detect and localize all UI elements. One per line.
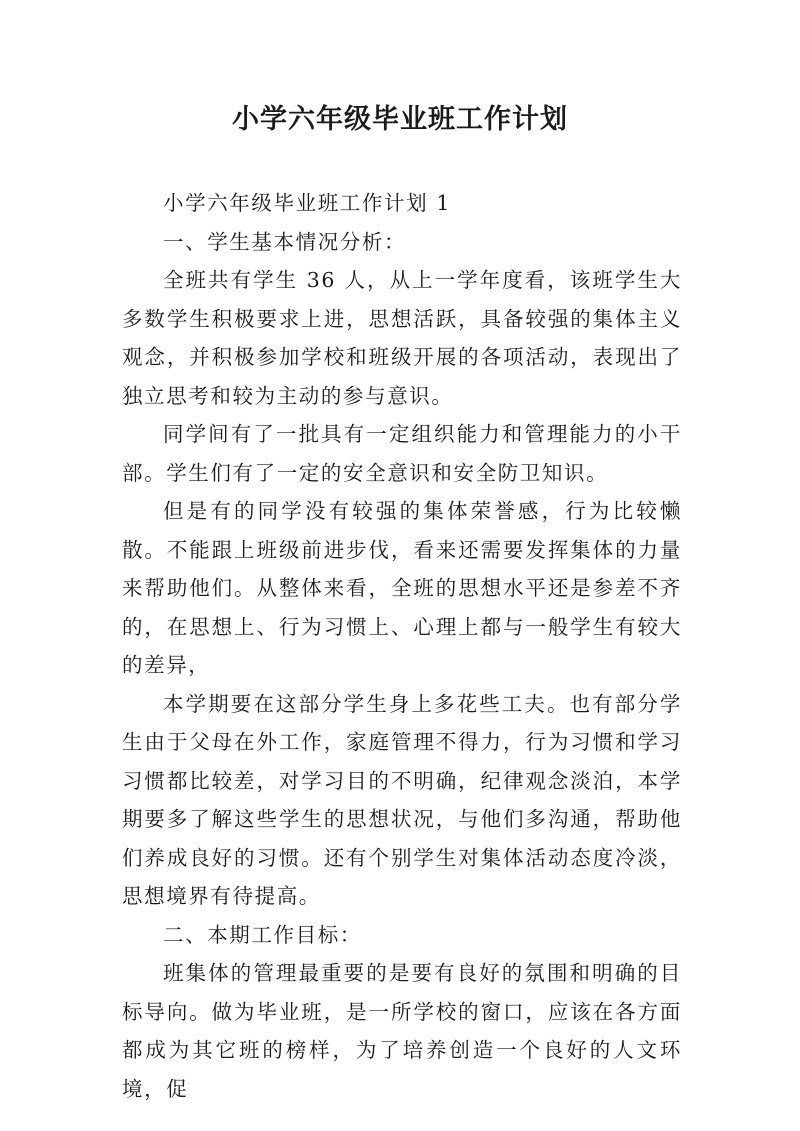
paragraph-issues: 但是有的同学没有较强的集体荣誉感，行为比较懒散。不能跟上班级前进步伐，看来还需要发挥集体的力量来帮助他们。从整体来看，全班的思想水平还是参差不齐的，在思想上、行为习惯上、心理上都与一般学生有较大的差异， (122, 499, 682, 677)
section-heading-students: 一、学生基本情况分析： (163, 229, 407, 254)
paragraph-goals: 班集体的管理最重要的是要有良好的氛围和明确的目标导向。做为毕业班，是一所学校的窗口，应该在各方面都成为其它班的榜样，为了培养创造一个良好的人文环境，促 (122, 961, 682, 1101)
document-body (122, 184, 682, 1108)
paragraph-class-overview: 全班共有学生 36 人，从上一学年度看，该班学生大多数学生积极要求上进，思想活跃，具备较强的集体主义观念，并积极参加学校和班级开展的各项活动，表现出了独立思考和较为主动的参与意识。 (122, 268, 682, 408)
paragraph-this-term: 本学期要在这部分学生身上多花些工夫。也有部分学生由于父母在外工作，家庭管理不得力，行为习惯和学习习惯都比较差，对学习目的不明确，纪律观念淡泊，本学期要多了解这些学生的思想状况，与他们多沟通，帮助他们养成良好的习惯。还有个别学生对集体活动态度冷淡，思想境界有待提高。 (122, 691, 682, 908)
section-heading-goals: 二、本期工作目标： (163, 922, 362, 947)
document-title: 小学六年级毕业班工作计划 (232, 104, 568, 135)
section-heading-plan: 小学六年级毕业班工作计划 1 (163, 191, 451, 215)
paragraph-student-leaders: 同学间有了一批具有一定组织能力和管理能力的小干部。学生们有了一定的安全意识和安全防卫知识。 (122, 422, 682, 485)
